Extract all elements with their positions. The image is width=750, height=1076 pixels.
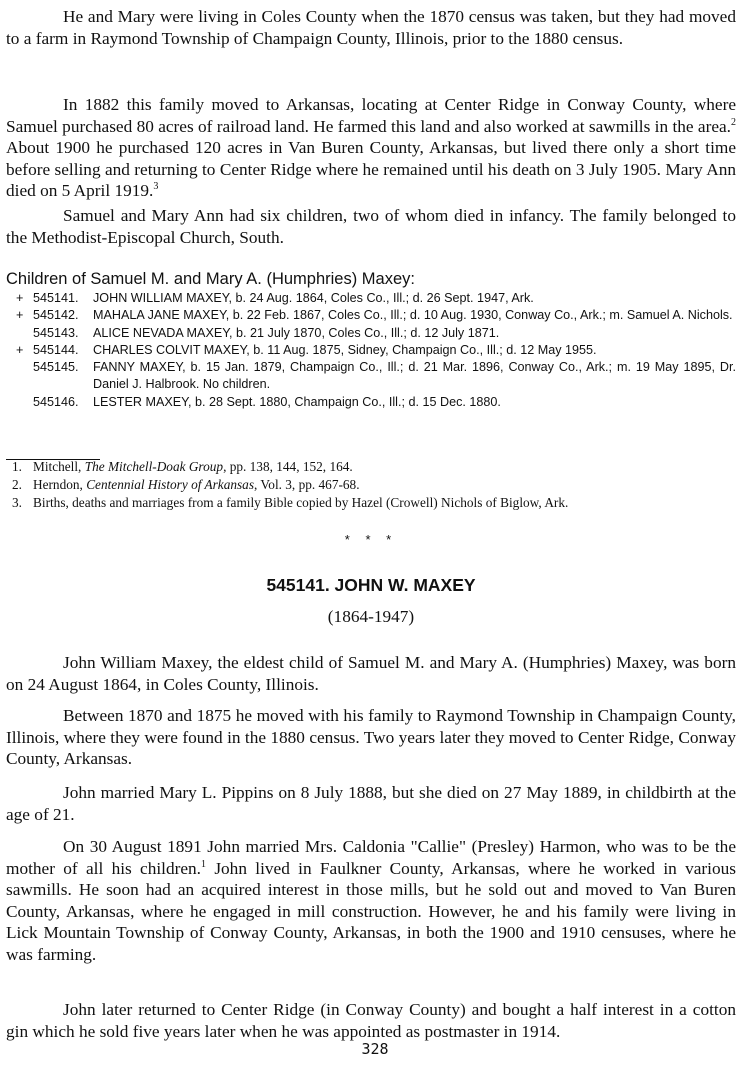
footnote-ref: 3 xyxy=(153,181,159,193)
footnotes xyxy=(6,458,736,512)
list-item xyxy=(6,394,736,411)
paragraph-text: John lived in Faulkner County, Arkansas, where he worked in various sawmills. He soon had an acquired interest in those mills, but he sold out and moved to Van Buren County, Arkansas, where he engaged in mill construction. However, he and his family were living in Lick Mountain Township of Conway County, Arkansas, in both the 1900 and 1910 censuses, where he was farming. xyxy=(6,858,736,964)
footnote-title: The Mitchell-Doak Group xyxy=(84,459,224,474)
list-item xyxy=(6,307,736,324)
section-separator: * * * xyxy=(344,532,398,547)
paragraph-postmaster xyxy=(6,999,736,1042)
footnote-number: 1. xyxy=(12,459,22,474)
child-text: ALICE NEVADA MAXEY, b. 21 July 1870, Coles Co., Ill.; d. 12 July 1871. xyxy=(93,325,500,340)
section-heading: 545141. JOHN W. MAXEY xyxy=(266,575,476,595)
child-number: 545142. xyxy=(33,308,79,323)
child-number: 545146. xyxy=(33,394,79,409)
child-text: FANNY MAXEY, b. 15 Jan. 1879, Champaign Co., Ill.; d. 21 Mar. 1896, Conway Co., Ark.; m. 19 May 1895, Dr. Daniel J. Halbrook. No children. xyxy=(93,360,736,392)
child-text: MAHALA JANE MAXEY, b. 22 Feb. 1867, Coles Co., Ill.; d. 10 Aug. 1930, Conway Co., Ark.; m. Samuel A. Nichols. xyxy=(93,308,733,323)
paragraph-text: John later returned to Center Ridge (in Conway County) and bought a half interest in a cotton gin which he sold five years later when he was appointed as postmaster in 1914. xyxy=(6,1000,736,1041)
paragraph-second-marriage xyxy=(6,836,736,966)
paragraph-text: John William Maxey, the eldest child of Samuel M. and Mary A. (Humphries) Maxey, was born on 24 August 1864, in Coles County, Illinois. xyxy=(6,653,736,694)
footnote-number: 2. xyxy=(12,477,22,492)
footnote-text: Births, deaths and marriages from a family Bible copied by Hazel (Crowell) Nichols of Biglow, Ark. xyxy=(33,495,569,510)
footnote xyxy=(6,458,736,476)
child-number: 545145. xyxy=(33,360,79,375)
paragraph-text: Between 1870 and 1875 he moved with his family to Raymond Township in Champaign County, Illinois, where they were found in the 1880 census. Two years later they moved to Center Ridge, Conway County, Arkansas. xyxy=(6,706,736,769)
paragraph-children-summary xyxy=(6,205,736,248)
child-text: CHARLES COLVIT MAXEY, b. 11 Aug. 1875, Sidney, Champaign Co., Ill.; d. 12 May 1955. xyxy=(93,342,597,357)
paragraph-text: He and Mary were living in Coles County when the 1870 census was taken, but they had moved to a farm in Raymond Township of Champaign County, Illinois, prior to the 1880 census. xyxy=(6,7,736,48)
paragraph-census xyxy=(6,6,736,49)
page-number: 328 xyxy=(361,1040,389,1058)
footnote-text: , Vol. 3, pp. 467-68. xyxy=(254,477,360,492)
list-item xyxy=(6,359,736,394)
paragraph-text: On 30 August 1891 John married Mrs. Caldonia "Callie" (Presley) Harmon, who was to be the mother of all his children. xyxy=(6,837,736,878)
child-number: 545143. xyxy=(33,325,79,340)
list-item xyxy=(6,290,736,307)
child-text: LESTER MAXEY, b. 28 Sept. 1880, Champaign Co., Ill.; d. 15 Dec. 1880. xyxy=(93,394,501,409)
footnote-text: , pp. 138, 144, 152, 164. xyxy=(223,459,353,474)
children-heading: Children of Samuel M. and Mary A. (Humphries) Maxey: xyxy=(6,270,415,288)
footnote-text: Mitchell, xyxy=(33,459,85,474)
list-item xyxy=(6,325,736,342)
paragraph-first-marriage xyxy=(6,782,736,825)
footnote-number: 3. xyxy=(12,495,22,510)
paragraph-text: John married Mary L. Pippins on 8 July 1888, but she died on 27 May 1889, in childbirth at the age of 21. xyxy=(6,783,736,824)
paragraph-birth xyxy=(6,652,736,695)
paragraph-text: In 1882 this family moved to Arkansas, locating at Center Ridge in Conway County, where Samuel purchased 80 acres of railroad land. He farmed this land and also worked at sawmills in the area. xyxy=(6,95,736,136)
footnote-ref: 1 xyxy=(201,858,206,870)
paragraph-arkansas-move xyxy=(6,94,736,202)
footnote xyxy=(6,494,736,512)
footnote-title: Centennial History of Arkansas xyxy=(86,477,254,492)
paragraph-family-moves xyxy=(6,705,736,770)
descendant-mark: + xyxy=(16,308,24,323)
child-number: 545141. xyxy=(33,291,79,305)
list-item xyxy=(6,342,736,359)
child-text: JOHN WILLIAM MAXEY, b. 24 Aug. 1864, Coles Co., Ill.; d. 26 Sept. 1947, Ark. xyxy=(93,291,534,305)
children-list xyxy=(6,290,736,411)
paragraph-text: About 1900 he purchased 120 acres in Van Buren County, Arkansas, but lived there only a short time before selling and returning to Center Ridge where he remained until his death on 3 July 1905. Mary Ann died on 5 April 1919. xyxy=(6,138,736,201)
descendant-mark: + xyxy=(16,342,24,357)
descendant-mark: + xyxy=(16,291,24,305)
footnote-ref: 2 xyxy=(731,116,736,128)
paragraph-text: Samuel and Mary Ann had six children, two of whom died in infancy. The family belonged to the Methodist-Episcopal Church, South. xyxy=(6,206,736,247)
section-dates: (1864-1947) xyxy=(327,607,415,626)
footnote-text: Herndon, xyxy=(33,477,87,492)
footnote xyxy=(6,476,736,494)
child-number: 545144. xyxy=(33,342,79,357)
